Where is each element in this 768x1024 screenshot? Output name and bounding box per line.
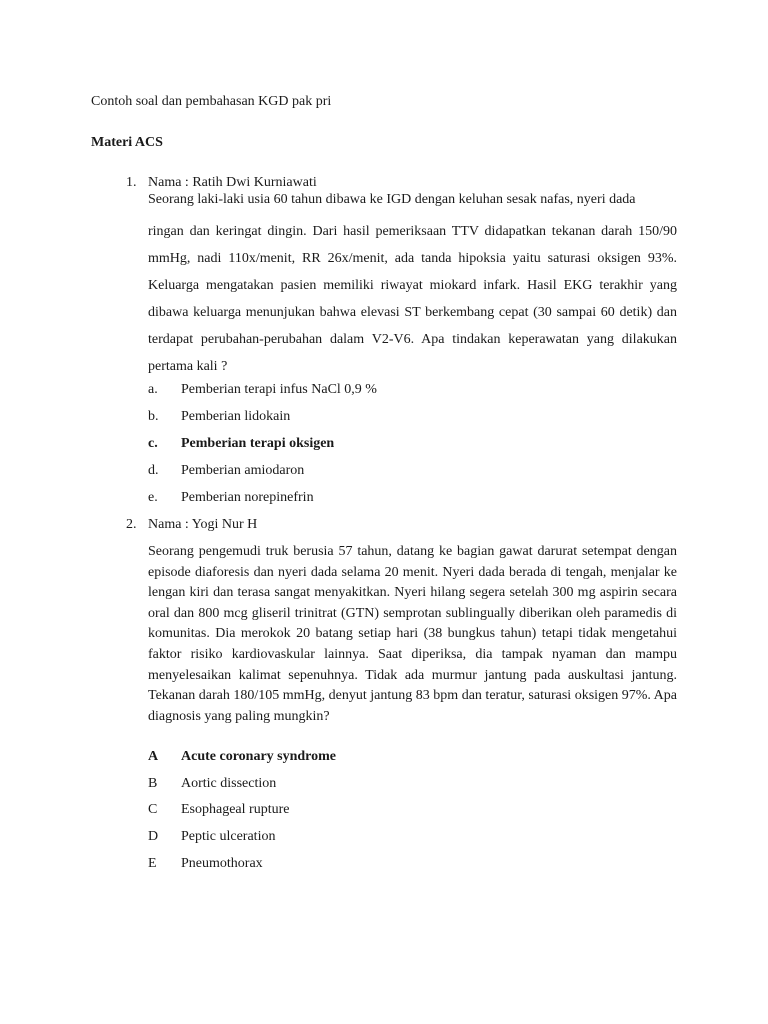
option-text: Pemberian norepinefrin — [181, 490, 314, 505]
section-title: Materi ACS — [91, 135, 163, 150]
option-letter: B — [148, 776, 158, 791]
option-letter: b. — [148, 409, 159, 424]
option-letter: c. — [148, 436, 158, 451]
option-letter: e. — [148, 490, 158, 505]
question-1-text — [148, 191, 677, 380]
question-2-number: 2. — [126, 517, 137, 532]
option-text: Pneumothorax — [181, 856, 263, 871]
question-1-number: 1. — [126, 175, 137, 190]
option-letter: E — [148, 856, 157, 871]
option-text: Pemberian terapi oksigen — [181, 436, 335, 451]
question-2-text: Seorang pengemudi truk berusia 57 tahun, datang ke bagian gawat darurat setempat dengan episode diaforesis dan nyeri dada selama 20 menit. Nyeri dada berada di tengah, menjalar ke lengan kiri dan terasa sangat menyakitkan. Nyeri hilang segera setelah 300 mg aspirin secara oral dan 800 mcg gliseril trinitrat (GTN) semprotan sublingually diberikan oleh paramedis di komunitas. Dia merokok 20 batang setiap hari (38 bungkus tahun) tetapi tidak mengetahui faktor risiko kardiovaskular lainnya. Saat diperiksa, dia tampak nyaman dan mampu menyelesaikan kalimat sepenuhnya. Tidak ada murmur jantung pada auskultasi jantung. Tekanan darah 180/105 mmHg, denyut jantung 83 bpm dan teratur, saturasi oksigen 97%. Apa diagnosis yang paling mungkin? — [148, 544, 677, 724]
option-letter: C — [148, 802, 158, 817]
question-1-text-rest: ringan dan keringat dingin. Dari hasil pemeriksaan TTV didapatkan tekanan darah 150/90 mmHg, nadi 110x/menit, RR 26x/menit, ada tanda hipoksia yaitu saturasi oksigen 93%. Keluarga mengatakan pasien memiliki riwayat miokard infark. Hasil EKG terakhir yang dibawa keluarga menunjukan bahwa elevasi ST berkembang cepat (30 sampai 60 detik) dan terdapat perubahan-perubahan dalam V2-V6. Apa tindakan keperawatan yang dilakukan pertama kali ? — [148, 224, 677, 374]
option-text: Pemberian lidokain — [181, 409, 291, 424]
document-heading: Contoh soal dan pembahasan KGD pak pri — [91, 94, 332, 109]
option-text: Acute coronary syndrome — [181, 749, 337, 764]
option-text: Peptic ulceration — [181, 829, 276, 844]
option-letter: D — [148, 829, 159, 844]
question-2-author: Nama : Yogi Nur H — [148, 517, 258, 532]
question-1-author: Nama : Ratih Dwi Kurniawati — [148, 175, 317, 190]
question-1-text-first-line: Seorang laki-laki usia 60 tahun dibawa ke IGD dengan keluhan sesak nafas, nyeri dada — [148, 192, 636, 207]
option-text: Pemberian terapi infus NaCl 0,9 % — [181, 382, 377, 397]
option-letter: d. — [148, 463, 159, 478]
option-text: Pemberian amiodaron — [181, 463, 305, 478]
option-text: Esophageal rupture — [181, 802, 290, 817]
option-letter: A — [148, 749, 159, 764]
option-letter: a. — [148, 382, 158, 397]
option-text: Aortic dissection — [181, 776, 277, 791]
